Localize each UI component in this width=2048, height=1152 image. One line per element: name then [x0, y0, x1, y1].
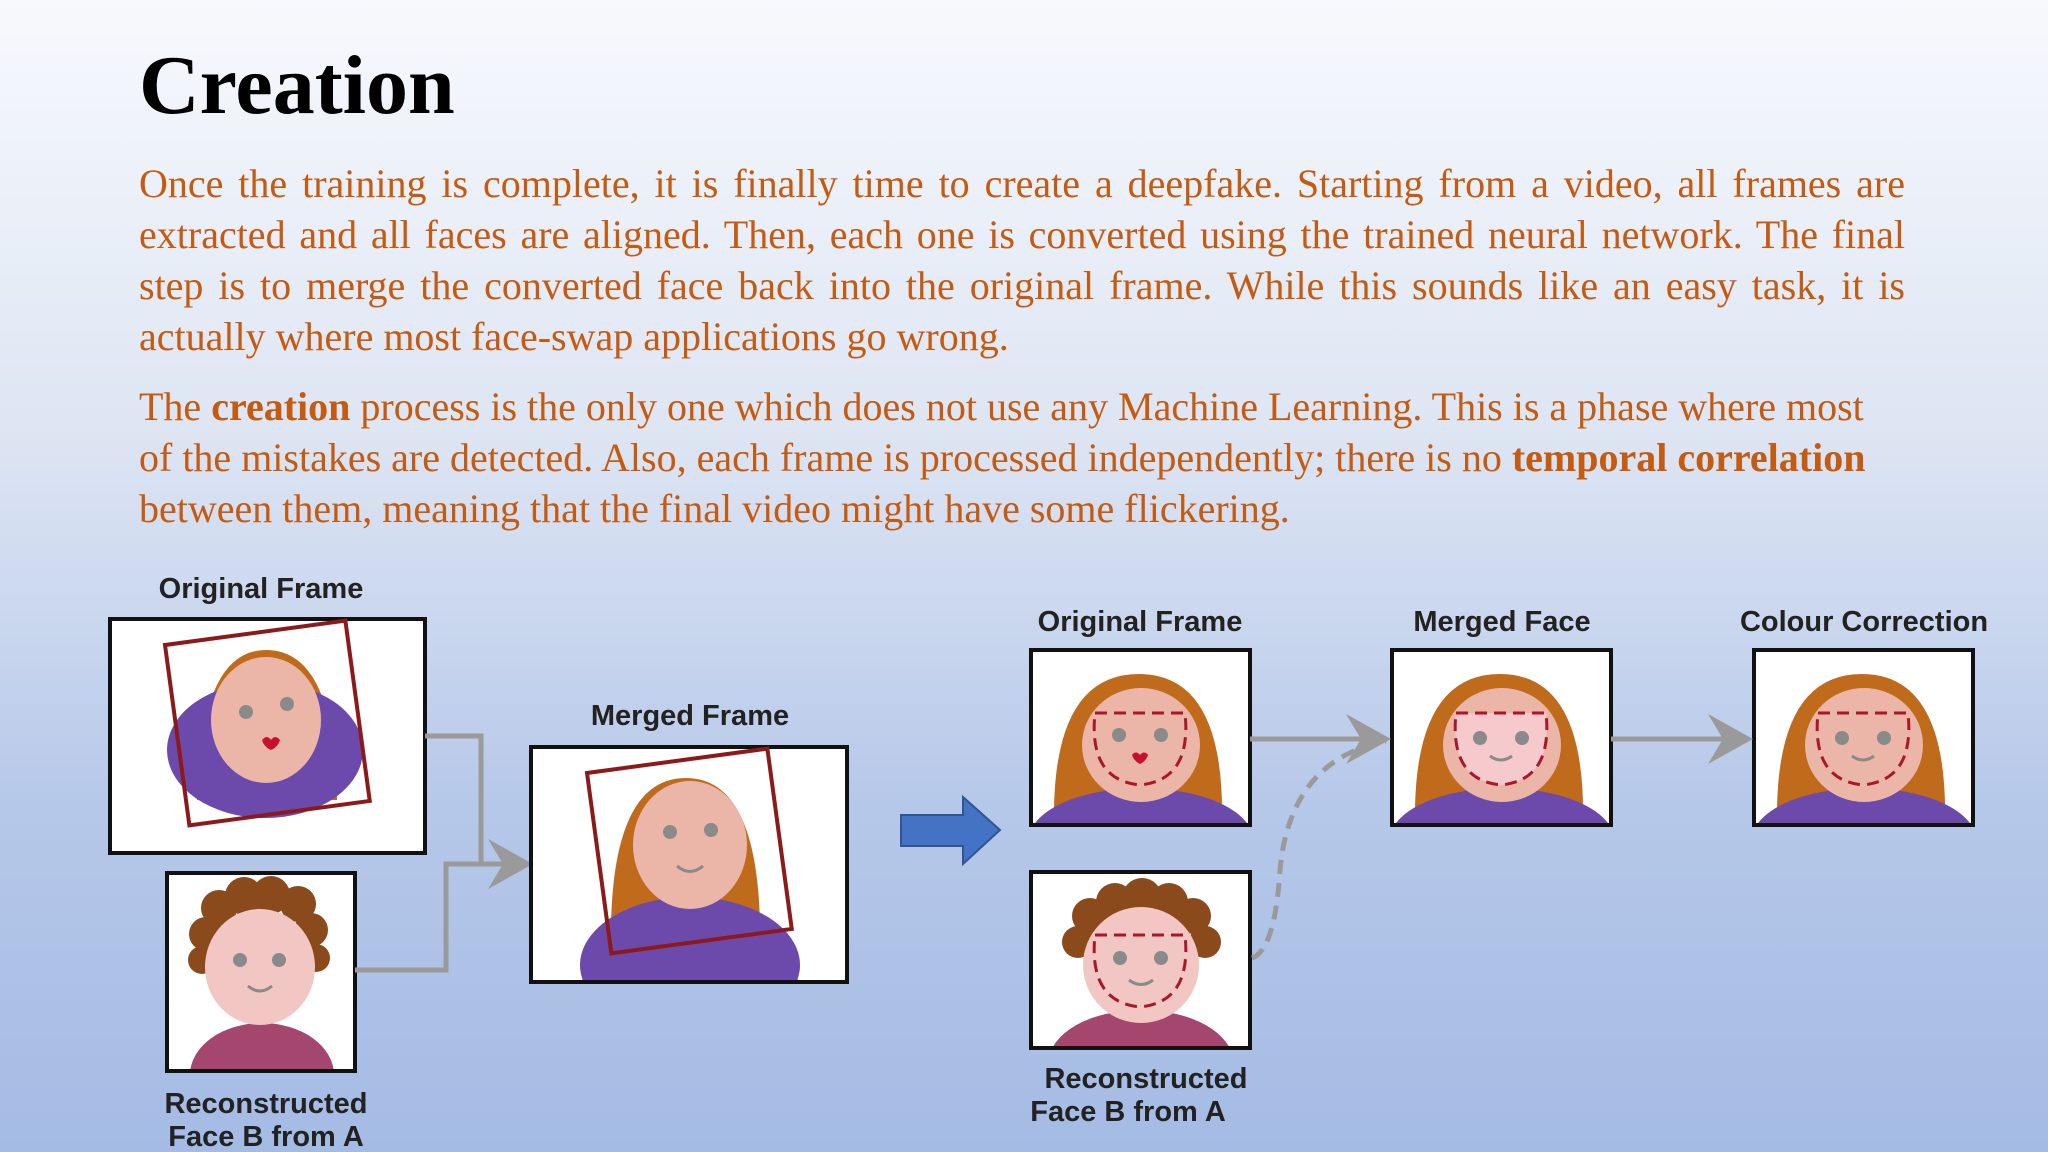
- original-frame-left: [110, 619, 425, 853]
- label-reconstructed-left-1: Reconstructed: [164, 1088, 368, 1120]
- label-original-frame-right: Original Frame: [1037, 606, 1243, 638]
- label-merged-face: Merged Face: [1413, 606, 1591, 638]
- slide-title: Creation: [139, 39, 455, 132]
- label-original-frame-left: Original Frame: [158, 573, 364, 605]
- process-arrow-icon: [901, 797, 1000, 864]
- original-frame-right: [1029, 650, 1253, 892]
- label-reconstructed-right-1: Reconstructed: [1044, 1063, 1248, 1095]
- paragraph-text-2: process is the only one which does not use any Machine Learning. This is a phase where most of the mistakes are detected. Also, each frame is processed independently; there is no: [139, 384, 1864, 480]
- merged-frame: [531, 747, 847, 1033]
- label-reconstructed-left-2: Face B from A: [168, 1121, 364, 1152]
- merged-face: [1390, 650, 1614, 892]
- highlight-temporal-correlation: temporal correlation: [1511, 435, 1866, 480]
- colour-corrected-face: [1752, 650, 1976, 892]
- label-reconstructed-right-2: Face B from A: [1030, 1096, 1226, 1128]
- paragraph-text-3: between them, meaning that the final video might have some flickering.: [139, 486, 1290, 531]
- label-colour-correction: Colour Correction: [1739, 606, 1989, 638]
- paragraph-text-1: The: [139, 384, 212, 429]
- paragraph-intro: Once the training is complete, it is finally time to create a deepfake. Starting from a video, all frames are extracted and all faces are aligned. Then, each one is converted using the trained neural network. The final step is to merge the converted face back into the original frame. While this sounds like an easy task, it is actually where most face-swap applications go wrong.: [139, 161, 1905, 359]
- highlight-creation: creation: [211, 384, 351, 429]
- label-merged-frame: Merged Frame: [590, 700, 790, 732]
